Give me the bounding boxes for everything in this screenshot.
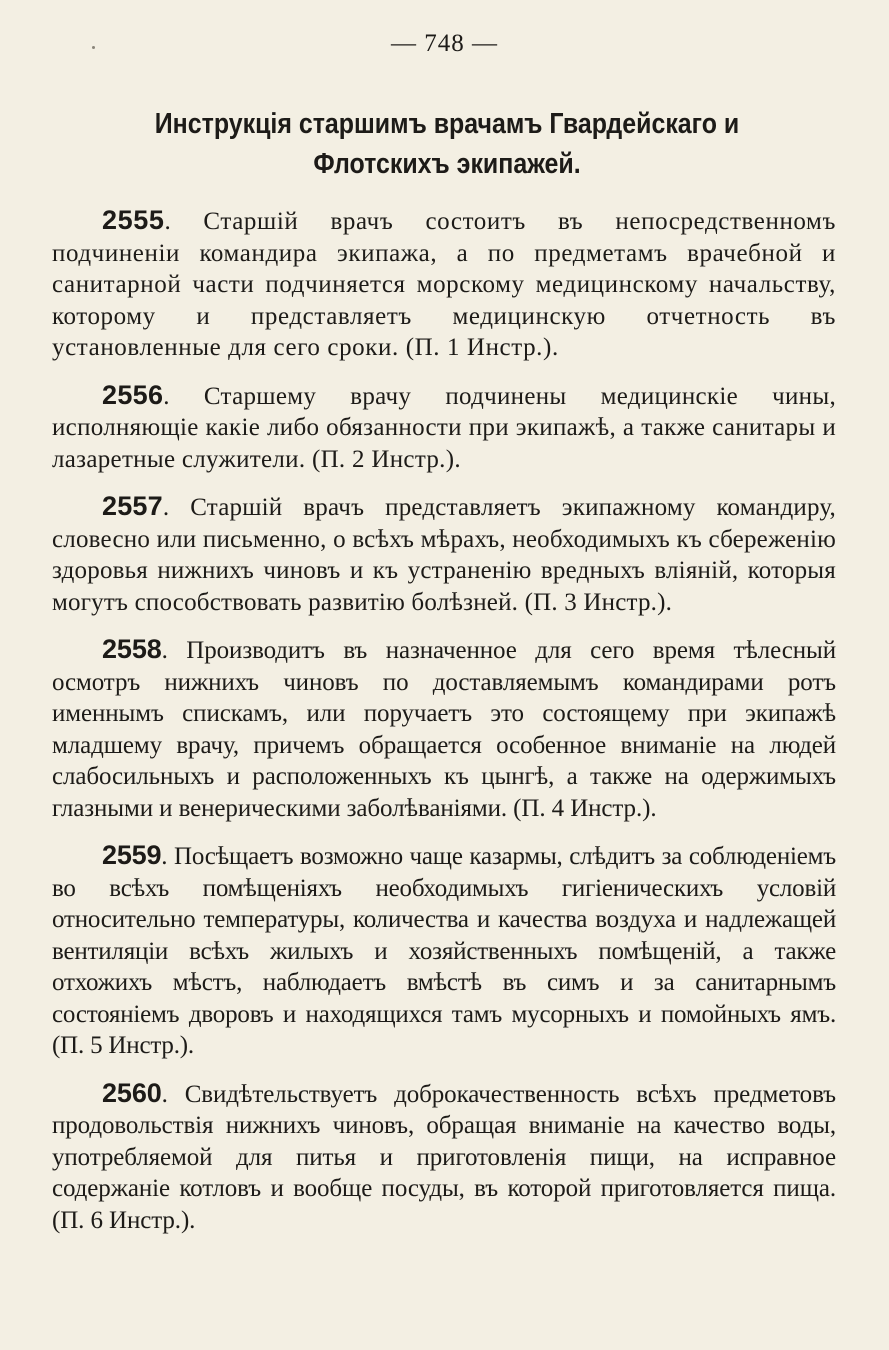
- article-number: 2559: [102, 840, 162, 870]
- section-title: Инструкція старшимъ врачамъ Гвардейскаго и Флотскихъ экипажей.: [154, 108, 740, 180]
- article-text: . Производитъ въ назначенное для сего время тѣлесный осмотръ нижнихъ чиновъ по доставляемымъ командирами ротъ именнымъ спискамъ, или поручаетъ это состоящему при экипажѣ младшему врачу, причемъ обращается особенное вниманіе на людей слабосильныхъ и расположенныхъ къ цынгѣ, а также на одержимыхъ глазными и венерическими заболѣваніями. (П. 4 Инстр.).: [52, 637, 836, 822]
- article-text: . Старшій врачъ состоитъ въ непосредственномъ подчиненіи командира экипажа, а по предметамъ врачебной и санитарной части подчиняется морскому медицинскому начальству, которому и представляетъ медицинскую отчетность въ установленные для сего сроки. (П. 1 Инстр.).: [52, 208, 836, 361]
- article-text: . Старшій врачъ представляетъ экипажному командиру, словесно или письменно, о всѣхъ мѣрахъ, необходимыхъ къ сбереженію здоровья нижнихъ чиновъ и къ устраненію вредныхъ вліяній, которыя могутъ способствовать развитію болѣзней. (П. 3 Инстр.).: [52, 494, 836, 616]
- article-text: . Свидѣтельствуетъ доброкачественность всѣхъ предметовъ продовольствія нижнихъ чиновъ, обращая вниманіе на качество воды, употребляемой для питья и приготовленія пищи, на исправное содержаніе котловъ и вообще посуды, въ которой приготовляется пища. (П. 6 Инстр.).: [52, 1080, 836, 1234]
- article-text: . Старшему врачу подчинены медицинскіе чины, исполняющіе какіе либо обязанности при экипажѣ, а также санитары и лазаретные служители. (П. 2 Инстр.).: [52, 382, 836, 473]
- article-2559: [52, 840, 836, 1062]
- article-list: [52, 205, 836, 1252]
- article-2560: [52, 1078, 836, 1237]
- article-text: . Посѣщаетъ возможно чаще казармы, слѣдитъ за соблюденіемъ во всѣхъ помѣщеніяхъ необходимыхъ гигіеническихъ условій относительно температуры, количества и качества воздуха и надлежащей вентиляціи всѣхъ жилыхъ и хозяйственныхъ помѣщеній, а также отхожихъ мѣстъ, наблюдаетъ вмѣстѣ въ симъ и за санитарнымъ состояніемъ дворовъ и находящихся тамъ мусорныхъ и помойныхъ ямъ. (П. 5 Инстр.).: [52, 843, 836, 1059]
- article-number: 2557: [102, 491, 163, 521]
- article-2558: [52, 634, 836, 824]
- article-number: 2556: [102, 379, 164, 410]
- article-number: 2560: [102, 1077, 162, 1108]
- article-number: 2555: [102, 205, 165, 235]
- article-number: 2558: [102, 634, 162, 664]
- article-2557: [52, 491, 836, 618]
- page-number: — 748 —: [391, 30, 498, 57]
- article-2555: [52, 205, 836, 364]
- article-2556: [52, 380, 836, 476]
